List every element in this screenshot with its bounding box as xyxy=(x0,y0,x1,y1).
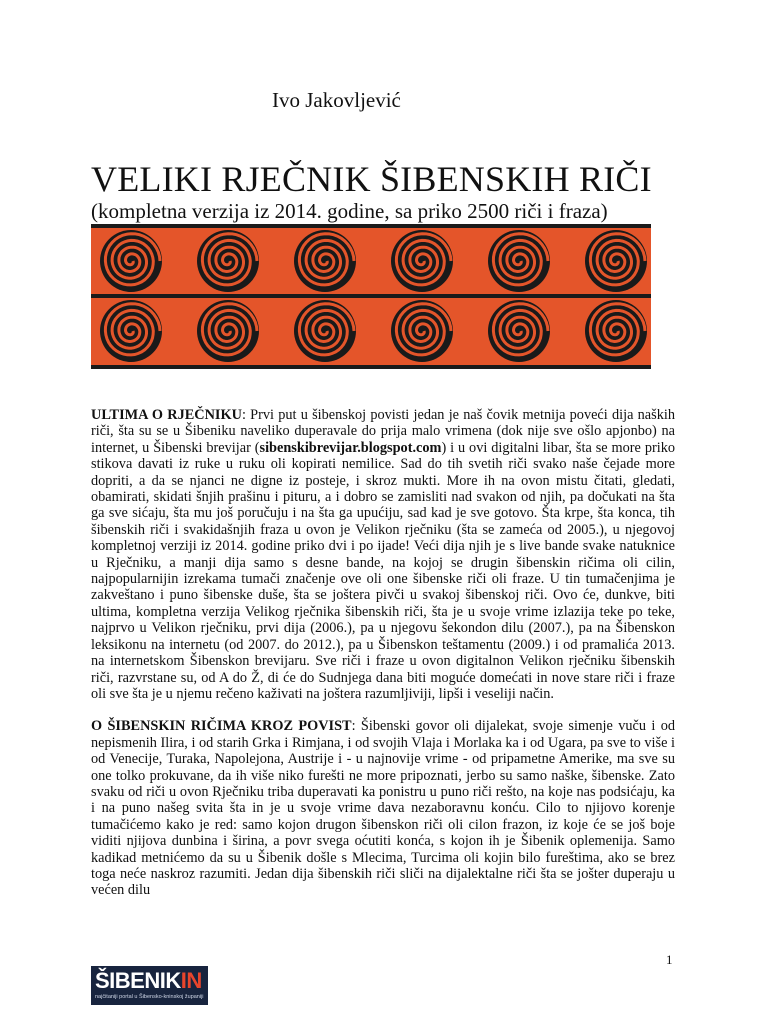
body-text xyxy=(91,407,675,915)
logo-wordmark xyxy=(95,968,202,994)
section-text: : Šibenski govor oli dijalekat, svoje simenje vuču i od nepismenih Ilira, i od starih Grka i Rimjana, i od svojih Vlaja i Morlaka ka i od Ugara, pa sve to više i od Venecije, Turaka, Napolejona, Austrije i - u najnovije vrime - od pripametne Amerike, ma sve su one tolko prokuvane, da ih više niko furešti ne more pripoznati, jerbo su samo naške, šibenske. Zato svaku od riči u ovon Rječniku triba duperavati ka ponistru u puno riči rešto, na koje nas podsićaju, ka i na puno našeg svita šta in je u svoje vrime dava nezaboravnu konću. Cilo to njijovo korenje tumačićemo kako je red: samo kojon drugon šibenskon riči oli cilon frazon, iz koje će se još boje viditi njijova dunbina i širina, a povr svega oćutiti konća, s kojon ih je Šibenik oplemenija. Samo kadikad metnićemo da su u Šibenik došle s Mlecima, Turcima oli kojin bilo fureštima, ako se brez toga neće naskroz razumiti. Jedan dija šibenskih riči sliči na dijalektalne riči šta se jošter duperaju u većen dilu xyxy=(91,718,675,899)
document-subtitle: (kompletna verzija iz 2014. godine, sa priko 2500 riči i fraza) xyxy=(91,199,608,223)
sibenikin-logo xyxy=(91,966,208,1005)
section-povist xyxy=(91,718,675,898)
document-title: VELIKI RJEČNIK ŠIBENSKIH RIČI xyxy=(91,159,652,199)
author-name: Ivo Jakovljević xyxy=(272,88,401,112)
section-text: : Prvi put u šibenskoj povisti jedan je naš čovik metnija poveći dija naških riči, šta su se u Šibeniku naveliko duperavale do prija malo vrimena (dok nije sve ošlo apjonbo) na internet, u Šibenski brevijar ( xyxy=(91,407,675,456)
spiral-ornament-banner xyxy=(91,224,651,369)
blog-link[interactable]: sibenskibrevijar.blogspot.com xyxy=(259,439,442,456)
section-heading: O ŠIBENSKIN RIČIMA KROZ POVIST xyxy=(91,718,352,735)
logo-brand-accent: IN xyxy=(180,968,202,993)
logo-brand-main: ŠIBENIK xyxy=(95,968,181,993)
logo-tagline: najčitaniji portal u Šibensko-kninskoj županiji xyxy=(95,994,204,1000)
section-heading: ULTIMA O RJEČNIKU xyxy=(91,407,242,423)
page-number: 1 xyxy=(666,952,673,967)
section-ultima xyxy=(91,407,675,702)
section-text-continued: ) i u ovi digitalni libar, šta se more priko stikova davati iz ruke u ruku oli kopirati nemilice. Sad do tih svetih riči svako naše čejade more dopriti, a da se njanci ne digne iz posteje, i skroz mukti. More ih na ovon mistu čitati, gledati, obamirati, skidati šnjih prašinu i pituru, a i dobro se zamisliti nad svakon od njih, pa dočukati na šta ga sve sićaju, šta mu još poručuju i na šta ga upućiju, sad kad je sve gotovo. Šta krpe, šta konca, tih šibenskih riči i svakidašnjih fraza u ovon je Velikon rječniku (šta se zamećа od 2005.), u njegovoj kompletnoj verziji iz 2014. godine priko dvi i po ijade! Veći dija njih je s live bande svake natuknice u Rječniku, a manji dija samo s desne bande, na kojoj se drugin šibenskin ričima oli cilin, najpopularnijin izrekama tumači značenje ove oli one šibenske riči oli fraze. U tin tumačenjima je zakveštano i puno šibenske duše, šta se joštera pivči u svakoj šibenskoj riči. Ovo će, dunkve, biti ultima, kompletna verzija Velikog rječnika šibenskih riči, šta je u svoje vrime izlazija teke po teke, najprvo u Velikon rječniku, prvi dija (2006.), pa u njegovu šekondon dilu (2007.), pa na Šibenskon leksikonu na internetu (od 2007. do 2012.), pa u Šibenskon teštamentu (2009.) i od pramalića 2013. na internetskom Šibenskon brevijaru. Sve riči i fraze u ovon digitalnon Velikon rječniku šibenskih riči, razvrstane su, od A do Ž, di će do Sudnjega dana biti moguće domećati in nove stare riči i fraze oli sve šta je u njemu rečeno kaživati na joštera razumljiviji, lipši i veseliji način. xyxy=(91,439,675,702)
